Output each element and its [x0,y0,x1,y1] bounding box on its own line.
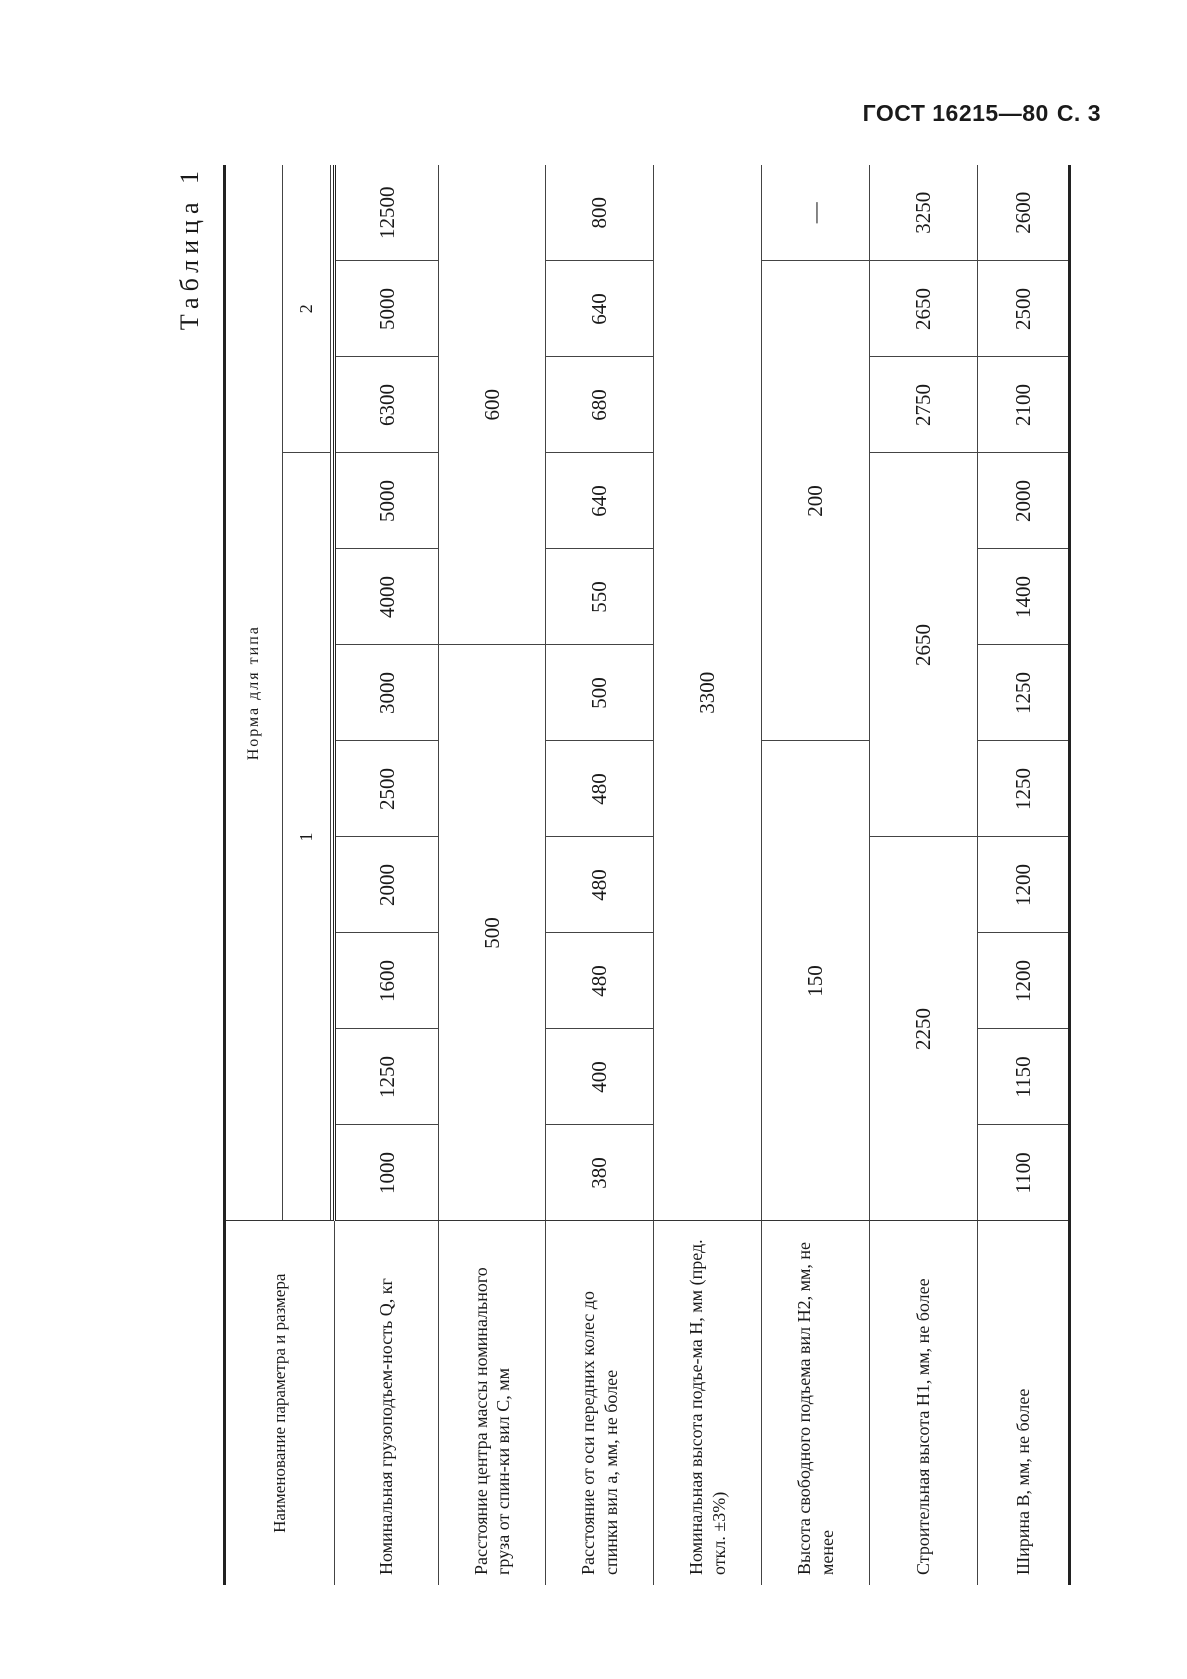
table-row [978,165,1070,1585]
cell: 1250 [335,1029,439,1125]
table-row [762,165,870,1585]
cell: 1200 [978,933,1070,1029]
cell: 200 [762,261,870,741]
cell: 640 [546,261,654,357]
table-row [439,165,546,1585]
cell: 5000 [335,261,439,357]
cell: 640 [546,453,654,549]
table-row [654,165,762,1585]
cell: 2600 [978,165,1070,261]
cell: 480 [546,837,654,933]
cell: 550 [546,549,654,645]
cell: 2000 [335,837,439,933]
cell: 1200 [978,837,1070,933]
param-header: Наименование параметра и размера [225,1221,335,1585]
cell: 800 [546,165,654,261]
row-name-lift-height: Номинальная высота подъе-ма H, мм (пред. откл. ±3%) [654,1221,762,1585]
cell: 4000 [335,549,439,645]
cell: 480 [546,741,654,837]
cell: 1600 [335,933,439,1029]
cell: 2000 [978,453,1070,549]
cell: 2650 [870,453,978,837]
norm-header: Норма для типа [225,165,283,1221]
row-name-overall-height: Строительная высота H1, мм, не более [870,1221,978,1585]
cell: 5000 [335,453,439,549]
cell: 1400 [978,549,1070,645]
cell: 2500 [335,741,439,837]
table-caption: Таблица 1 [175,165,204,331]
cell: 500 [439,645,546,1221]
cell: 2250 [870,837,978,1221]
cell: 1250 [978,741,1070,837]
row-name-capacity: Номинальная грузоподъем-ность Q, кг [335,1221,439,1585]
page-number: С. 3 [1056,100,1101,126]
cell: 500 [546,645,654,741]
cell: 3300 [654,165,762,1221]
table-row [870,165,978,1585]
cell: 1100 [978,1125,1070,1221]
cell: 2100 [978,357,1070,453]
cell: 680 [546,357,654,453]
cell: 2650 [870,261,978,357]
cell: 400 [546,1029,654,1125]
row-name-free-lift: Высота свободного подъема вил H2, мм, не менее [762,1221,870,1585]
cell: 480 [546,933,654,1029]
rotated-table-area [175,165,1075,1585]
cell: 3250 [870,165,978,261]
cell: 6300 [335,357,439,453]
standard-number: ГОСТ 16215—80 [862,100,1049,126]
row-name-load-center: Расстояние центра массы номинального груза от спин-ки вил С, мм [439,1221,546,1585]
cell: 3000 [335,645,439,741]
table-row [546,165,654,1585]
cell: 1000 [335,1125,439,1221]
type-1-header: 1 [283,453,331,1221]
cell: 1250 [978,645,1070,741]
cell: 2500 [978,261,1070,357]
cell: 380 [546,1125,654,1221]
row-name-width: Ширина В, мм, не более [978,1221,1070,1585]
cell: 600 [439,165,546,645]
row-name-distance-a: Расстояние от оси передних колес до спинки вил a, мм, не более [546,1221,654,1585]
cell: 1150 [978,1029,1070,1125]
cell: 2750 [870,357,978,453]
table-row [335,165,439,1585]
cell: 12500 [335,165,439,261]
page-header [863,100,1101,127]
parameters-table [223,165,1071,1585]
cell: 150 [762,741,870,1221]
cell: — [762,165,870,261]
type-2-header: 2 [283,165,331,453]
